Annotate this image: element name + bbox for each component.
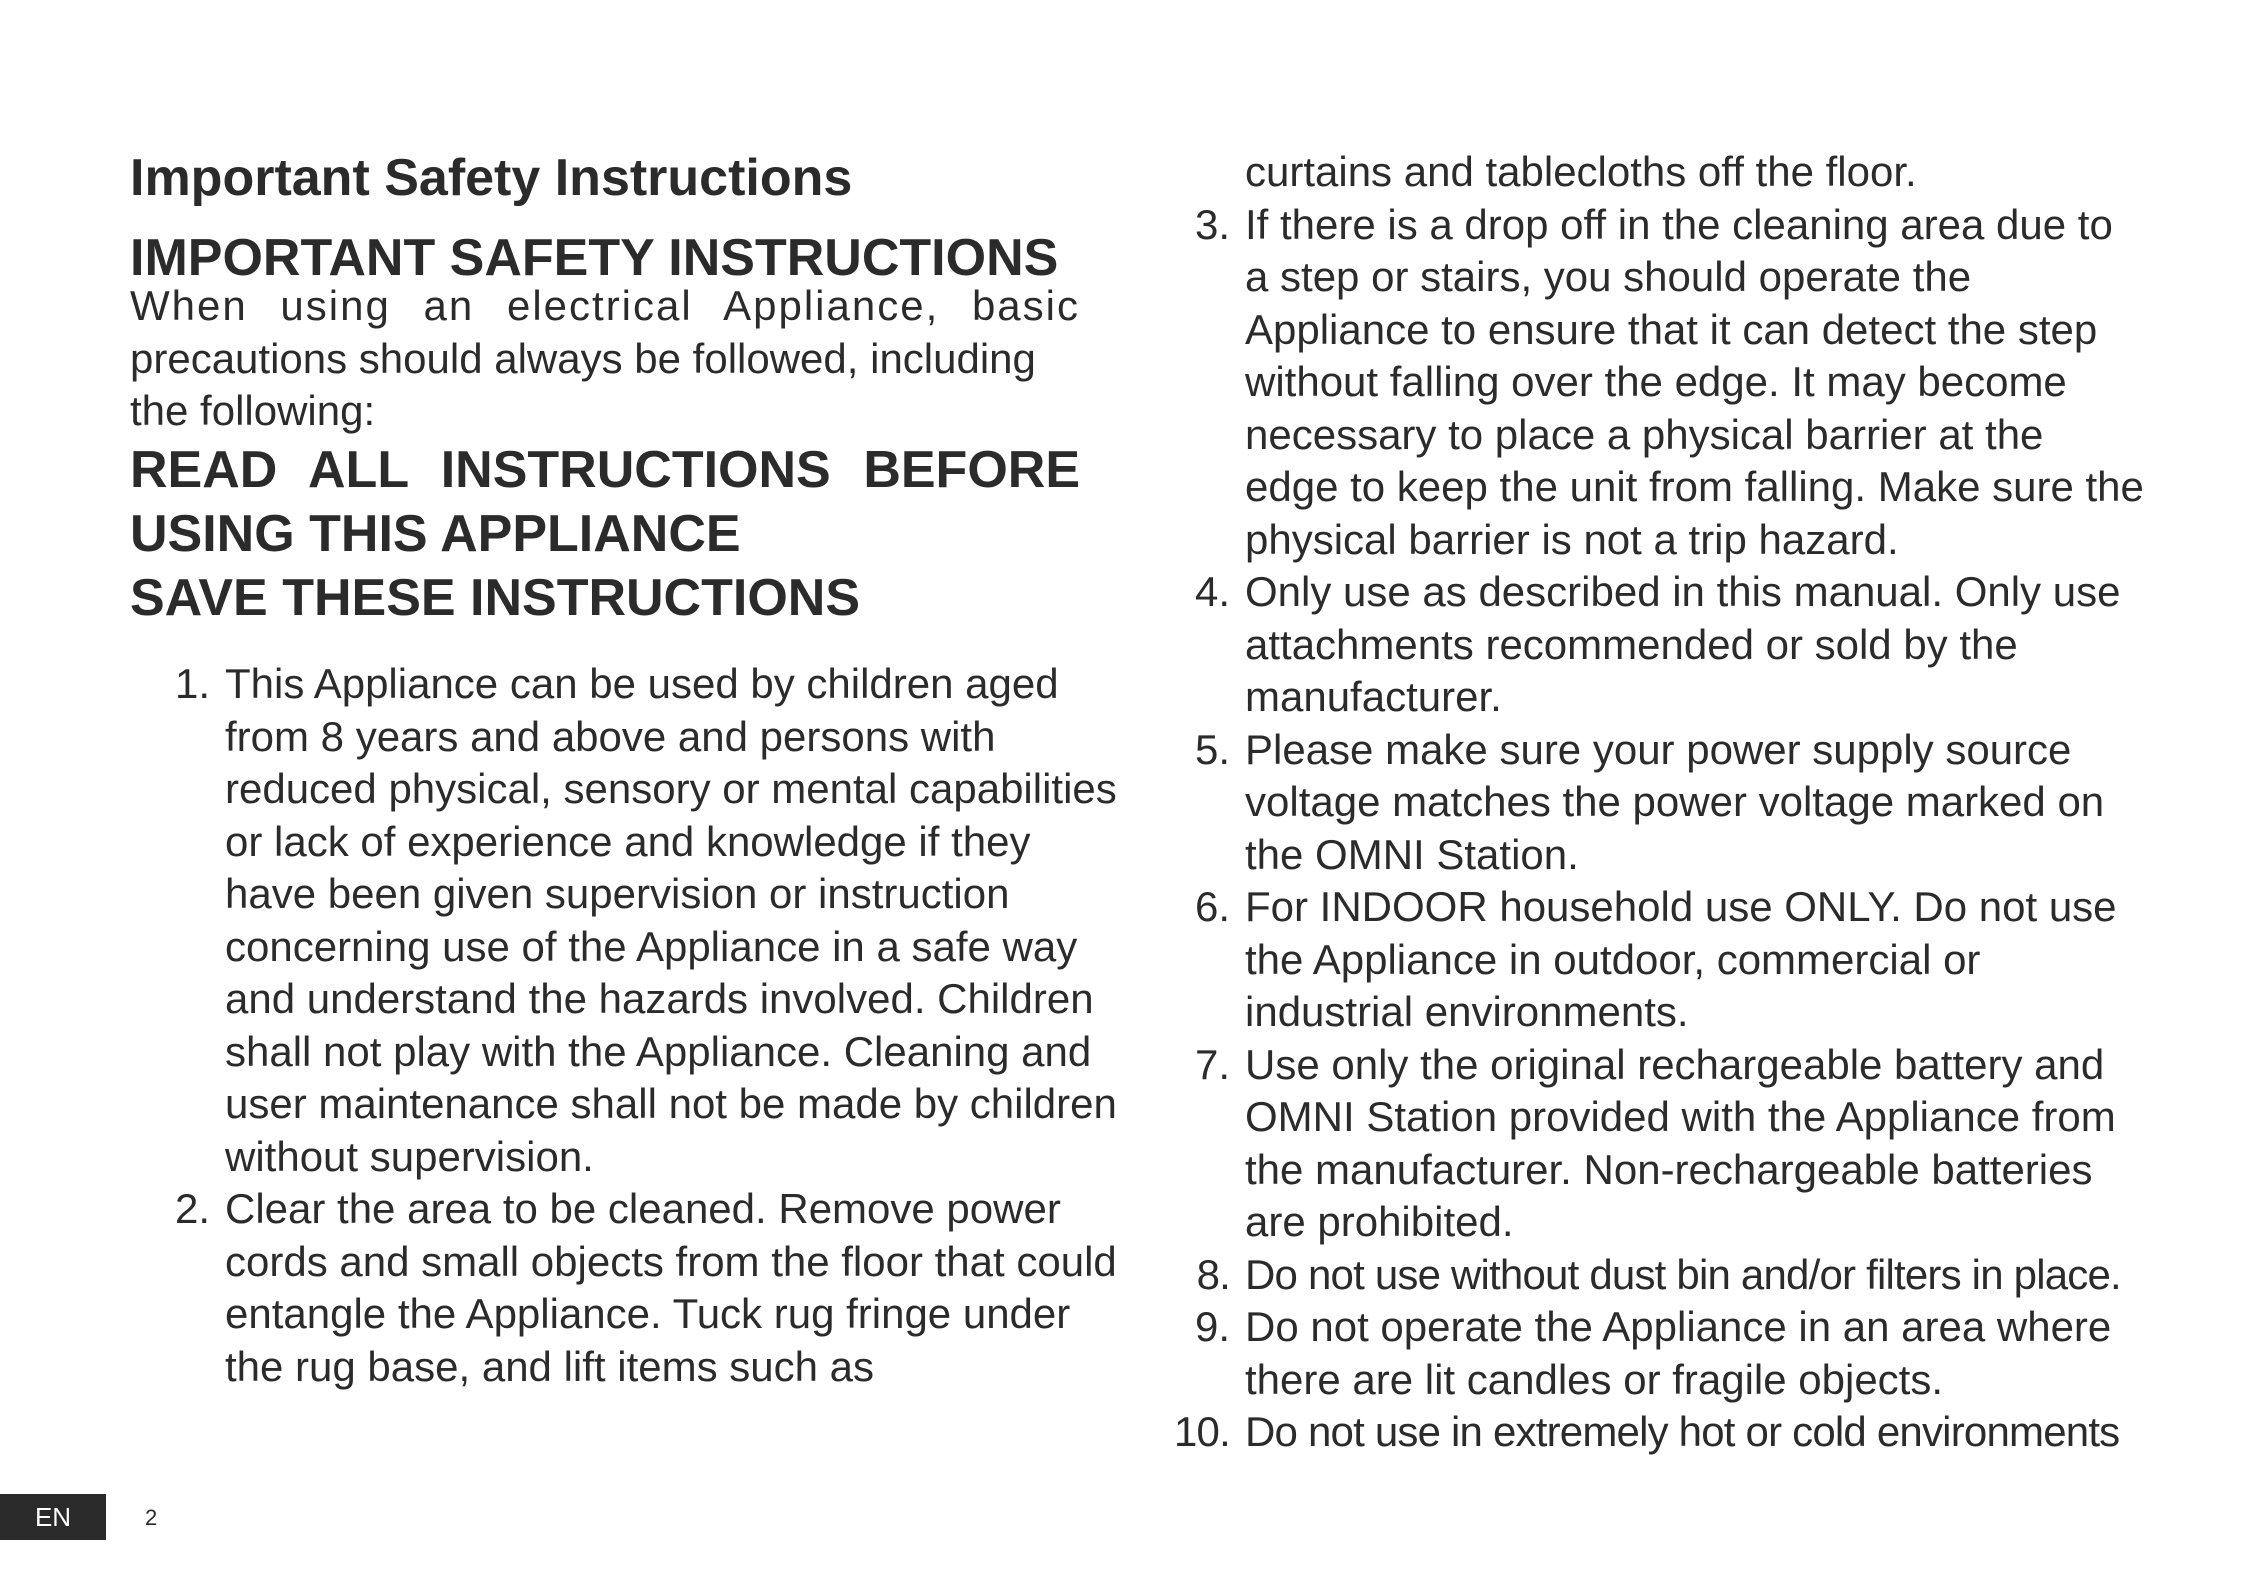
instructions-list-left [150,658,1130,1393]
item-text: Clear the area to be cleaned. Remove power cords and small objects from the floor that could entangle the Appliance. Tuck rug fringe under the rug base, and lift items such as [225,1185,1117,1390]
item-text: For INDOOR household use ONLY. Do not use the Appliance in outdoor, commercial or industrial environments. [1245,883,2117,1035]
item-text: This Appliance can be used by children aged from 8 years and above and persons with reduced physical, sensory or mental capabilities or lack of experience and knowledge if they have been given supervision or instruction concerning use of the Appliance in a safe way and understand the hazards involved. Children shall not play with the Appliance. Cleaning and user maintenance shall not be made by children without supervision. [225,660,1117,1180]
list-item [1170,724,2145,882]
item-2-continuation: curtains and tablecloths off the floor. [1245,148,1917,195]
list-item [1170,1039,2145,1249]
list-item [150,1183,1130,1393]
list-item [1170,199,2145,567]
item-number: 10. [1174,1408,1230,1455]
item-text: Do not operate the Appliance in an area where there are lit candles or fragile objects. [1245,1303,2112,1403]
item-text: Do not use in extremely hot or cold environments [1245,1408,2120,1455]
page-number: 2 [145,1505,158,1530]
item-number: 2. [174,1185,210,1232]
item-number: 1. [174,660,210,707]
item-number: 6. [1194,883,1230,930]
list-item [1170,1301,2145,1406]
item-text: Please make sure your power supply source voltage matches the power voltage marked on the OMNI Station. [1245,725,2105,878]
section-title: Important Safety Instructions [130,149,853,207]
important-heading: IMPORTANT SAFETY INSTRUCTIONS [130,229,1059,287]
list-item [150,658,1130,1183]
item-text: Use only the original rechargeable battery and OMNI Station provided with the Appliance from the manufacturer. Non-rechargeable batteries are prohibited. [1245,1040,2116,1245]
using-appliance-heading: USING THIS APPLIANCE [130,505,741,563]
list-item [1170,1406,2145,1459]
item-text: Only use as described in this manual. Only use attachments recommended or sold by the manufacturer. [1245,568,2121,720]
intro-line-rest: precautions should always be followed, including the following: [130,334,1036,434]
item-number: 7. [1194,1040,1230,1088]
item-number: 9. [1194,1303,1230,1350]
list-item [1170,1249,2145,1302]
item-number: 8. [1196,1250,1230,1298]
item-text: Do not use without dust bin and/or filters in place. [1245,1250,2121,1298]
save-instructions-heading: SAVE THESE INSTRUCTIONS [130,569,861,627]
item-number: 3. [1194,200,1230,248]
item-text: If there is a drop off in the cleaning area due to a step or stairs, you should operate the Appliance to ensure that it can detect the step without falling over the edge. It may become necessary to place a physical barrier at the edge to keep the unit from falling. Make sure the physical barrier is not a trip hazard. [1245,200,2144,563]
read-instructions-heading: READ ALL INSTRUCTIONS BEFORE [130,441,1080,499]
intro-paragraph [130,280,1080,438]
item-number: 4. [1194,568,1230,615]
instructions-list-right [1170,146,2145,1459]
list-item [1170,566,2145,724]
language-badge: EN [0,1494,106,1540]
list-item [1170,881,2145,1039]
item-number: 5. [1194,725,1230,773]
intro-line-1: When using an electrical Appliance, basic [130,282,1080,329]
